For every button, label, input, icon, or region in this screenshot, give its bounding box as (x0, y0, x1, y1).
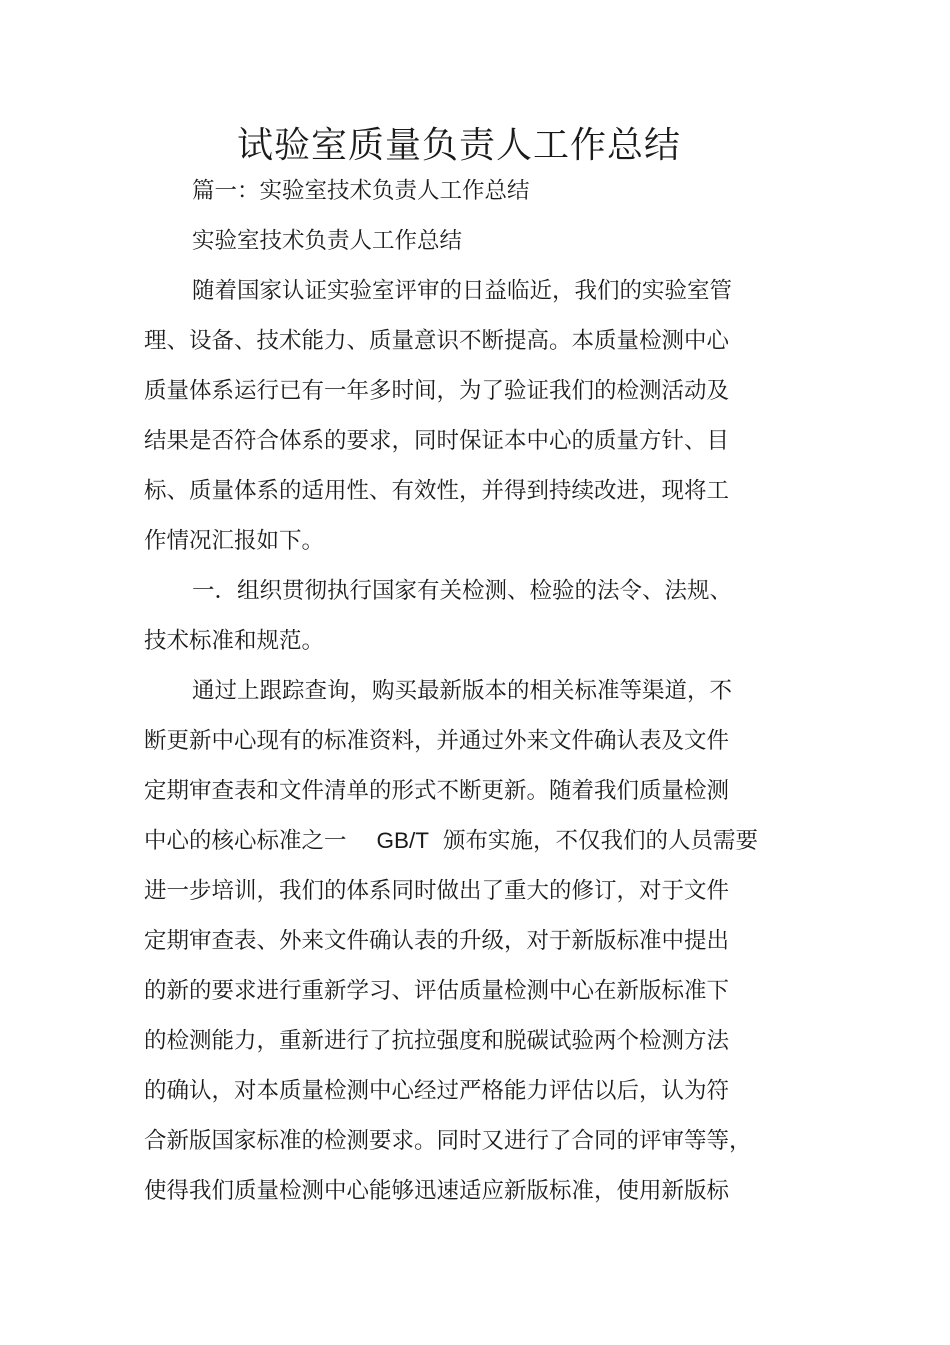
paragraph-line (144, 824, 758, 858)
paragraph-line: 合新版国家标准的检测要求。同时又进行了合同的评审等等， (144, 1128, 752, 1154)
section-heading: 篇一：实验室技术负责人工作总结 (192, 178, 530, 204)
paragraph-line: 断更新中心现有的标准资料，并通过外来文件确认表及文件 (144, 728, 730, 754)
paragraph-line: 结果是否符合体系的要求，同时保证本中心的质量方针、目 (144, 428, 730, 454)
paragraph-line: 定期审查表、外来文件确认表的升级，对于新版标准中提出 (144, 928, 730, 954)
paragraph-line: 标、质量体系的适用性、有效性，并得到持续改进，现将工 (144, 478, 730, 504)
paragraph-line: 通过上跟踪查询，购买最新版本的相关标准等渠道，不 (192, 678, 733, 704)
paragraph-line: 使得我们质量检测中心能够迅速适应新版标准，使用新版标 (144, 1178, 730, 1204)
text-segment: 颁布实施，不仅我们的人员需要 (443, 828, 759, 854)
text-segment: 中心的核心标准之一 (144, 828, 347, 854)
paragraph-line: 定期审查表和文件清单的形式不断更新。随着我们质量检测 (144, 778, 730, 804)
paragraph-line: 质量体系运行已有一年多时间，为了验证我们的检测活动及 (144, 378, 730, 404)
section-heading-line: 一．组织贯彻执行国家有关检测、检验的法令、法规、 (192, 578, 733, 604)
standard-code: GB/T (376, 828, 430, 853)
paragraph-line: 的确认，对本质量检测中心经过严格能力评估以后，认为符 (144, 1078, 730, 1104)
paragraph-line: 随着国家认证实验室评审的日益临近，我们的实验室管 (192, 278, 733, 304)
document-title: 试验室质量负责人工作总结 (236, 125, 681, 166)
paragraph-line: 理、设备、技术能力、质量意识不断提高。本质量检测中心 (144, 328, 730, 354)
paragraph-line: 作情况汇报如下。 (144, 528, 325, 554)
paragraph-line: 的检测能力，重新进行了抗拉强度和脱碳试验两个检测方法 (144, 1028, 730, 1054)
paragraph-line: 进一步培训，我们的体系同时做出了重大的修订，对于文件 (144, 878, 730, 904)
subtitle-line: 实验室技术负责人工作总结 (192, 228, 463, 254)
section-heading-line: 技术标准和规范。 (144, 628, 325, 654)
paragraph-line: 的新的要求进行重新学习、评估质量检测中心在新版标准下 (144, 978, 730, 1004)
